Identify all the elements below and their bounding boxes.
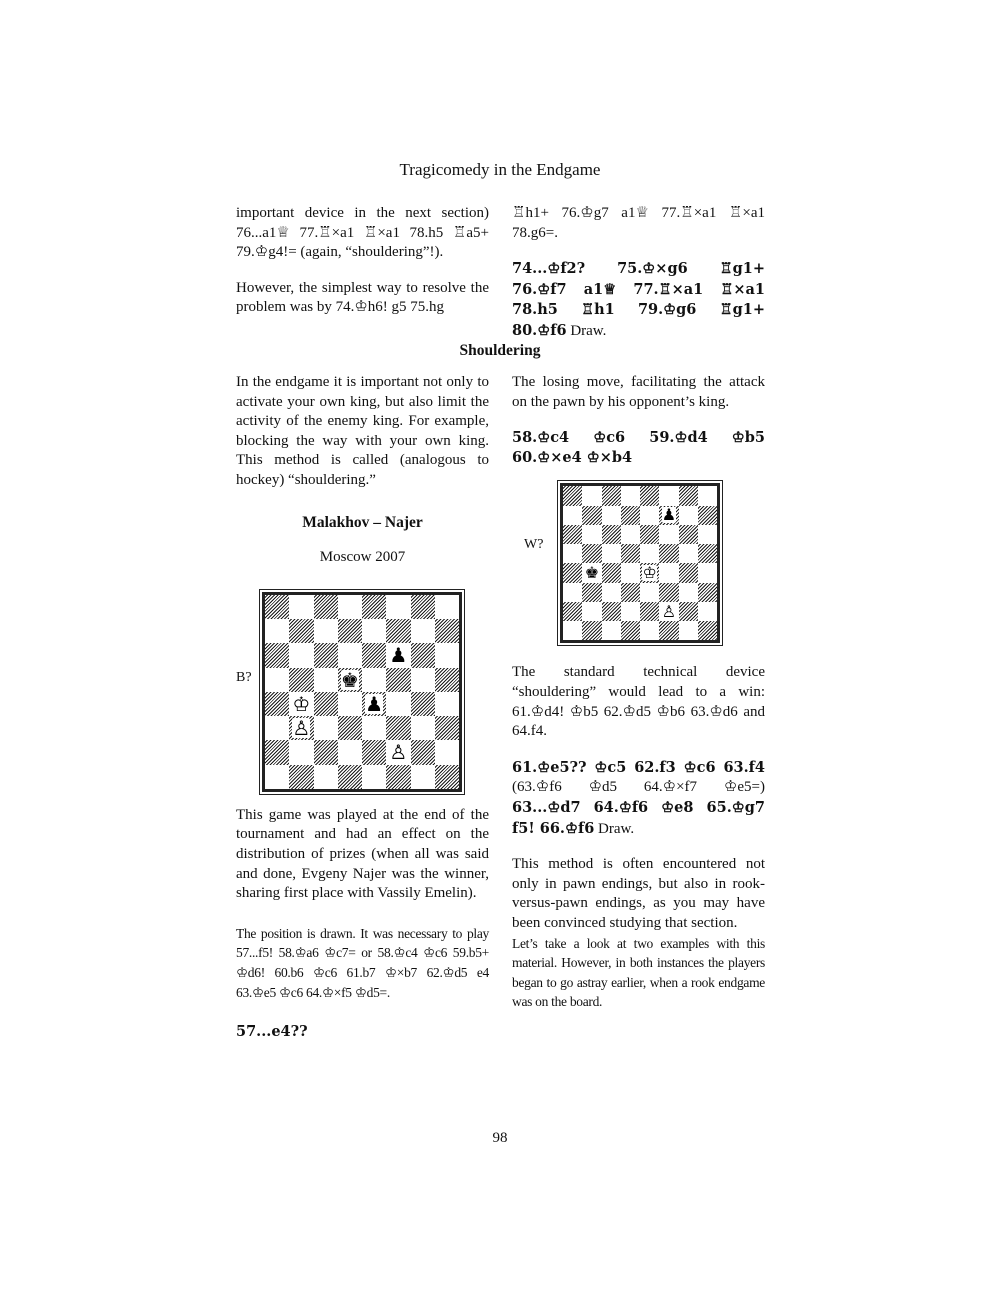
board-square-a2 [265, 740, 289, 764]
board-square-d5 [621, 544, 640, 563]
section-title: Shouldering [459, 342, 541, 359]
paragraph: The losing move, facilitating the attack on the pawn by his opponent’s king. [512, 374, 765, 410]
board-square-b7 [289, 619, 313, 643]
board-square-a4 [563, 563, 582, 582]
board-square-g7 [411, 619, 435, 643]
board-square-g4 [679, 563, 698, 582]
board-square-h4 [698, 563, 717, 582]
board-square-e1 [362, 765, 386, 789]
result-text: Draw. [566, 322, 607, 339]
board-square-h5 [435, 668, 459, 692]
board-square-e2 [640, 602, 659, 621]
top-right-column [512, 204, 765, 358]
board-square-d3 [621, 583, 640, 602]
diagram-1-wrapper [236, 584, 489, 806]
board-square-g3 [679, 583, 698, 602]
board-square-c4 [314, 692, 338, 716]
chess-piece-white-b4: ♔ [292, 691, 311, 716]
chess-piece-black-d5: ♚ [340, 667, 359, 692]
board-square-f4 [386, 692, 410, 716]
paragraph: In the endgame it is important not only to activate your own king, but also limit the activity of the enemy king. For example, blocking the way with your own king. This method is called (analogous to hockey) “shouldering.” [236, 374, 489, 488]
page-number: 98 [492, 1130, 508, 1146]
board-square-b1 [289, 765, 313, 789]
board-square-h8 [435, 595, 459, 619]
board-square-d3 [338, 716, 362, 740]
move-variation: (63.♔f6 ♔d5 64.♔×f7 ♔e5=) [512, 779, 765, 796]
move-sequence: 74...♔f2? 75.♔×g6 ♖g1+ 76.♔f7 a1♕ 77.♖×a1 ♖×a1 78.h5 ♖h1 79.♔g6 ♖g1+ 80.♔f6 [512, 260, 765, 339]
board-square-h1 [435, 765, 459, 789]
board-square-e6 [640, 525, 659, 544]
board-square-b4 [582, 563, 601, 582]
move-text: 57...e4?? [236, 1023, 308, 1041]
move-sequence: 58.♔c4 ♔c6 59.♔d4 ♔b5 60.♔×e4 ♔×b4 [512, 429, 765, 466]
board-square-c7 [602, 506, 621, 525]
board-square-a7 [265, 619, 289, 643]
board-square-f6 [659, 525, 678, 544]
board-square-g3 [411, 716, 435, 740]
board-square-g1 [411, 765, 435, 789]
board-square-d1 [621, 621, 640, 640]
chess-piece-black-b4: ♚ [584, 563, 600, 582]
board-square-b2 [582, 602, 601, 621]
board-square-f8 [659, 486, 678, 505]
board-square-c5 [314, 668, 338, 692]
board-square-e7 [362, 619, 386, 643]
board-square-d2 [621, 602, 640, 621]
board-square-e8 [640, 486, 659, 505]
board-square-c1 [602, 621, 621, 640]
chess-piece-white-f2: ♙ [389, 740, 408, 765]
board-square-a1 [563, 621, 582, 640]
top-left-column [236, 204, 489, 334]
paragraph: Let’s take a look at two examples with this material. However, in both instances the players began to go astray earlier, when a rook endgame was on the board. [512, 935, 765, 1010]
move-sequence: 63...♔d7 64.♔f6 ♔e8 65.♔g7 f5! 66.♔f6 [512, 798, 765, 837]
annotation-note: The position is drawn. It was necessary to play 57...f5! 58.♔a6 ♔c7= or 58.♔c4 ♔c6 59.b5+ ♔d6! 60.b6 ♔c6 61.b7 ♔×b7 62.♔d5 e4 63.♔e5 ♔c6 64.♔×f5 ♔d5=. [236, 925, 489, 1000]
board-square-d6 [338, 643, 362, 667]
board-square-d7 [621, 506, 640, 525]
board-square-g6 [411, 643, 435, 667]
board-square-b8 [582, 486, 601, 505]
board-square-d2 [338, 740, 362, 764]
board-square-c7 [314, 619, 338, 643]
board-square-g5 [411, 668, 435, 692]
board-square-h6 [698, 525, 717, 544]
board-square-a8 [265, 595, 289, 619]
board-square-g7 [679, 506, 698, 525]
board-square-b1 [582, 621, 601, 640]
board-square-a8 [563, 486, 582, 505]
board-square-f2 [386, 740, 410, 764]
board-square-d5 [338, 668, 362, 692]
board-square-e5 [362, 668, 386, 692]
board-square-a6 [563, 525, 582, 544]
board-square-h7 [435, 619, 459, 643]
game-title: Malakhov – Najer [302, 513, 423, 531]
board-square-d4 [621, 563, 640, 582]
board-square-h6 [435, 643, 459, 667]
chess-board-diagram-1 [262, 592, 462, 792]
board-square-g2 [679, 602, 698, 621]
board-square-f7 [659, 506, 678, 525]
board-square-b3 [582, 583, 601, 602]
game-moves [512, 259, 765, 341]
board-square-b3 [289, 716, 313, 740]
side-to-move-label: W? [524, 537, 544, 553]
board-square-h4 [435, 692, 459, 716]
board-square-a7 [563, 506, 582, 525]
paragraph: This method is often encountered not only in pawn endings, but also in rook-versus-pawn endings, as you may have been convinced studying that section. [512, 856, 765, 931]
board-square-e3 [362, 716, 386, 740]
board-square-f3 [386, 716, 410, 740]
chess-piece-black-e4: ♟ [365, 691, 384, 716]
board-square-a5 [563, 544, 582, 563]
board-square-c8 [314, 595, 338, 619]
diagram-2-wrapper [512, 483, 765, 663]
board-square-e4 [640, 563, 659, 582]
board-square-c5 [602, 544, 621, 563]
board-square-b6 [582, 525, 601, 544]
board-square-b5 [289, 668, 313, 692]
game-place: Moscow 2007 [319, 549, 406, 566]
chess-board-diagram-2 [560, 483, 720, 643]
board-square-a2 [563, 602, 582, 621]
bottom-right-column [512, 373, 765, 1028]
paragraph: This game was played at the end of the tournament and had an effect on the distribution of prizes (when all was said and done, Evgeny Najer was the winner, sharing first place with Vassily Emelin). [236, 806, 489, 902]
board-square-h3 [435, 716, 459, 740]
paragraph: important device in the next section) 76...a1♕ 77.♖×a1 ♖×a1 78.h5 ♖a5+ 79.♔g4!= (again, “shouldering”!). [236, 205, 489, 261]
board-square-h2 [698, 602, 717, 621]
board-square-e4 [362, 692, 386, 716]
board-square-b8 [289, 595, 313, 619]
board-square-a3 [563, 583, 582, 602]
board-square-g4 [411, 692, 435, 716]
chess-piece-white-e4: ♔ [642, 563, 657, 582]
board-square-d1 [338, 765, 362, 789]
board-square-g6 [679, 525, 698, 544]
board-square-h7 [698, 506, 717, 525]
board-square-c6 [314, 643, 338, 667]
board-square-h2 [435, 740, 459, 764]
paragraph: However, the simplest way to resolve the problem was by 74.♔h6! g5 75.hg [236, 279, 489, 316]
board-square-d8 [621, 486, 640, 505]
side-to-move-label: B? [236, 669, 252, 685]
board-square-e5 [640, 544, 659, 563]
board-square-g5 [679, 544, 698, 563]
board-square-b7 [582, 506, 601, 525]
board-square-g8 [411, 595, 435, 619]
board-square-c1 [314, 765, 338, 789]
paragraph: The standard technical device “shouldering” would lead to a win: 61.♔d4! ♔b5 62.♔d5 ♔b6 63.♔d6 and 64.f4. [512, 664, 765, 740]
board-square-e3 [640, 583, 659, 602]
board-square-c4 [602, 563, 621, 582]
board-square-f2 [659, 602, 678, 621]
board-square-h1 [698, 621, 717, 640]
board-square-b2 [289, 740, 313, 764]
board-square-c6 [602, 525, 621, 544]
board-square-h5 [698, 544, 717, 563]
chess-piece-black-f6: ♟ [389, 643, 408, 668]
board-square-a4 [265, 692, 289, 716]
board-square-b6 [289, 643, 313, 667]
board-square-d6 [621, 525, 640, 544]
board-square-g8 [679, 486, 698, 505]
result-text: Draw. [594, 820, 635, 837]
bottom-left-column [236, 373, 489, 1058]
board-square-f4 [659, 563, 678, 582]
board-square-c8 [602, 486, 621, 505]
board-square-c3 [602, 583, 621, 602]
running-header: Tragicomedy in the Endgame [399, 160, 601, 179]
board-square-e1 [640, 621, 659, 640]
board-square-f1 [386, 765, 410, 789]
board-square-a1 [265, 765, 289, 789]
board-square-g2 [411, 740, 435, 764]
board-square-b4 [289, 692, 313, 716]
board-square-f8 [386, 595, 410, 619]
board-square-f7 [386, 619, 410, 643]
board-square-e7 [640, 506, 659, 525]
board-square-h8 [698, 486, 717, 505]
chess-piece-white-f2: ♙ [661, 601, 677, 621]
move-sequence: 61.♔e5?? ♔c5 62.f3 ♔c6 63.f4 [512, 758, 765, 776]
board-square-f1 [659, 621, 678, 640]
board-square-d8 [338, 595, 362, 619]
board-square-c2 [314, 740, 338, 764]
board-square-a5 [265, 668, 289, 692]
board-square-f5 [659, 544, 678, 563]
board-square-a6 [265, 643, 289, 667]
board-square-f3 [659, 583, 678, 602]
board-square-g1 [679, 621, 698, 640]
board-square-f5 [386, 668, 410, 692]
board-square-f6 [386, 643, 410, 667]
board-square-e2 [362, 740, 386, 764]
board-square-d7 [338, 619, 362, 643]
board-square-b5 [582, 544, 601, 563]
board-square-c2 [602, 602, 621, 621]
paragraph: ♖h1+ 76.♔g7 a1♕ 77.♖×a1 ♖×a1 78.g6=. [512, 205, 765, 241]
board-square-d4 [338, 692, 362, 716]
game-moves [512, 758, 765, 839]
chess-piece-white-b3: ♙ [292, 716, 311, 741]
board-square-c3 [314, 716, 338, 740]
board-square-a3 [265, 716, 289, 740]
board-square-e6 [362, 643, 386, 667]
board-square-e8 [362, 595, 386, 619]
board-square-h3 [698, 583, 717, 602]
chess-piece-black-f7: ♟ [661, 505, 677, 525]
